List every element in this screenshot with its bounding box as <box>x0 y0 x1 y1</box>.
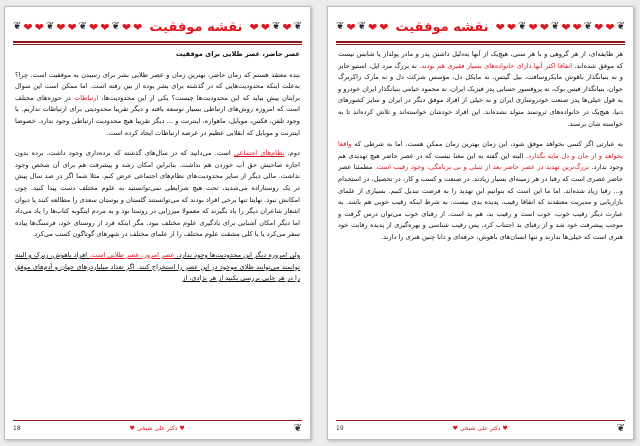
swirl-ornament-icon: ❦ <box>78 21 88 32</box>
heart-icon: ❤ <box>506 20 517 34</box>
header-ornament-right <box>250 22 302 33</box>
section-heading: عصر حاضر، عصر طلایی برای موفقیت <box>175 50 300 58</box>
swirl-ornament-icon: ❦ <box>111 21 120 32</box>
heart-icon: ❤ <box>56 20 66 34</box>
book-title: نقشه موفقیت <box>149 19 243 35</box>
heart-icon: ❤ <box>368 20 378 34</box>
footer-author: ♥ دکتر علی شیخی ♥ <box>452 425 508 432</box>
page-header <box>336 17 625 37</box>
text-run: مطمئنا عصر حاضر عصری است که رقبا در هر زمینه‌ای بسیار زیادند. در صنعت و کسب و کار، در تحصیل، در استخدام و... رقبا زیاد شده‌اند. اما ما این است که بتوانیم این تهدید را به فرصت تبدیل کنیم. بسیاری از علمای بازاریابی و مدیریت معتقدند که اتفاقا رقیب، پدیده بدی نیست. به شرط اینکه رقیب خوبی هم باشد. به عبارت دیگر رقیب خوب، خوب است و رقیب بد، هم بد است. از رقبای خوب می‌توان درس گرفت و موجب پیشرفت خود شد و از رقبای بد اجتناب کرد. پس رقیب شناسی و بهره‌گیری از پدیده رقابت خود هنری است که خیلی‌ها ندارند و تنها انسان‌های باهوش، حرفه‌ای و دانا چنین هنری را دارند. <box>338 163 623 241</box>
page-body <box>338 49 623 413</box>
text-run: به عبارتی اگر کسی بخواهد موفق شود، این زمان بهترین زمان ممکن هست. اما به شرطی که <box>351 140 623 149</box>
heart-icon: ❤ <box>605 20 615 34</box>
text-run: البته این گفته به این معنا نیست که در عصر حاضر هیچ تهدیدی هم وجود ندارد. <box>338 151 623 172</box>
highlight-text: بزرگ‌ترین تهدید در عصر حاضر بعد از تنبلی و بی برنامگی، وجود رقیب است. <box>375 163 590 172</box>
paragraph <box>15 70 300 140</box>
swirl-ornament-icon: ❦ <box>357 21 366 32</box>
swirl-ornament-icon: ❦ <box>13 21 22 32</box>
heart-icon: ❤ <box>282 20 292 34</box>
heart-icon: ❤ <box>561 20 571 34</box>
heart-icon: ❤ <box>260 20 270 34</box>
swirl-ornament-icon: ❦ <box>271 21 281 32</box>
header-ornament-left <box>336 22 388 33</box>
text-run: ولی امروزه دیگر این محدودیت‌ها وجود ندارد. <box>174 250 300 259</box>
swirl-ornament-icon: ❦ <box>550 21 560 32</box>
text-run: هر طایفه‌ای، از هر گروهی و با هر سنی، هیچ‌یک از آنها به‌دلیل داشتن پدر و مادر پولدار یا شانس نیست که موفق شده‌اند. <box>338 50 623 70</box>
heart-icon: ❤ <box>249 20 259 34</box>
header-rule <box>336 41 625 43</box>
heart-icon: ❤ <box>133 20 143 34</box>
text-run: بنده معتقد هستم که زمان حاضر، بهترین زمان و عصر طلایی بشر برای رسیدن به موفقیت است. چرا؟ به‌علت اینکه محدودیت‌هایی که در گذشته برای بشر بوده از بین رفته است. اما ممکن است این سوال برایتان پیش بیاید که این محدودیت‌ها چیست؟ یکی از این محدودیت‌ها، <box>15 70 300 102</box>
heart-icon: ❤ <box>67 20 77 34</box>
swirl-ornament-icon: ❦ <box>336 21 345 32</box>
heart-icon: ❤ <box>594 20 604 34</box>
heart-icon: ❤ <box>89 20 99 34</box>
swirl-ornament-icon: ❦ <box>293 21 302 32</box>
header-rule-thin <box>13 44 302 45</box>
page-number: 19 <box>336 425 344 432</box>
swirl-ornament-icon: ❦ <box>293 423 302 434</box>
paragraph <box>338 49 623 130</box>
swirl-ornament-icon: ❦ <box>583 21 593 32</box>
text-run: دوم، <box>284 149 300 158</box>
text-run: است. می‌دانید که در سال‌های گذشته که برده‌داری وجود داشت، برده بدون اجازه صاحبش حق آب خوردن هم نداشت. بنابراین امکان رشد و پیشرفت هم برای آن شخص وجود نداشت. مالی دیگر از سایر محدودیت‌های نظام‌های اجتماعی عرض کنم. مثلا شما اگر در صد سال پیش در یک روستازاده می‌شدید، تحت هیچ شرایطی نمی‌توانستید به علوم مختلف دست پیدا کنید. چون امکانش نبود. نهایتا تنها برخی افراد بودند که می‌توانستند گلستان و بوستان سعدی را مطالعه کنند یا دیوان اشعار شاعران دیگر را یاد بگیرند که معمولا میرزایی در روستا بود و به مردم اینگونه کتاب‌ها را یاد می‌داد اما دیگر امکان آشنایی برای یادگیری علوم مختلف نبود. مگر اینکه فرد از روستای خود، فرسنگ‌ها پیاده سفر می‌کرد یا با کلی مشقت علوم مختلف را از علمای مختلف در شهرهای گوناگون کسب می‌کرد. <box>15 149 300 239</box>
book-title: نقشه موفقیت <box>395 19 489 35</box>
heart-icon: ❤ <box>100 20 110 34</box>
highlight-text: اتفاقا اکثر آنها دارای خانواده‌های بسیار فقیری هم بودند. <box>419 61 573 70</box>
highlight-text: ارتباطات <box>73 93 99 102</box>
text-run: نه بزرگ مرد ایل، استیو جابز و نه بنیانگذار باهوش مایکروسافت، بیل گیتس، نه مایکل دل، مؤسس شرکت دل و نه مارک زاکربرگ جوان، بنیانگذار فیس بوک، نه پروفسور حسابی پدر فیزیک ایران، نه محمود خیامی بنیانگذار ایران خودرو و به قول خیلی‌ها پدر صنعت خودروسازی ایران و نه خیلی از افراد موفق دیگر در ایران و سایر کشورهای دنیا، هیچ‌یک در خانواده‌های ثروتمند متولد نشده‌اند. این افراد خودشان خواسته‌اند و تلاش کرده‌اند تا به خواسته شان برسند. <box>338 61 623 128</box>
paragraph <box>15 250 300 285</box>
footer-rule <box>13 420 302 421</box>
header-rule-thin <box>336 44 625 45</box>
swirl-ornament-icon: ❦ <box>45 21 55 32</box>
swirl-ornament-icon: ❦ <box>616 423 625 434</box>
header-ornament-right <box>496 22 625 33</box>
header-rule <box>13 41 302 43</box>
footer-rule <box>336 420 625 421</box>
heart-icon: ❤ <box>23 20 33 34</box>
page-18 <box>4 6 311 440</box>
page-header <box>13 17 302 37</box>
heart-icon: ❤ <box>34 20 44 34</box>
highlight-text: نظام‌های اجتماعی <box>233 149 285 158</box>
text-run: در حوزه‌های مختلف است که امروزه روش‌های ارتباطی بسیار توسعه یافته و دیگر تقریبا محدودیتی برای ارتباطات نداریم. با وجود تلفن، فکس، موبایل، ماهواره، اینترنت و ... دیگر تقریبا هیچ محدودیت ارتباطی وجود ندارد. خصوصا اینترنت و موبایل که انقلابی عظیم در عرصه ارتباطات ایجاد کرده است. <box>15 93 300 137</box>
text-run: افراد باهوش، زیرک و البته توانمند می‌توانند طلای موجود در این عصر را استخراج کنند. اگر تعداد میلیاردرهای جهان و آدم‌های موفق را در هر جایی بررسی بکنید از هر نژادی، از <box>15 250 300 283</box>
highlight-text: عصر امروز، عصر طلایی است. <box>89 250 175 259</box>
page-number: 18 <box>13 425 21 432</box>
page-footer <box>336 423 625 434</box>
heart-icon: ❤ <box>528 20 538 34</box>
heart-icon: ❤ <box>346 20 356 34</box>
heart-icon: ❤ <box>539 20 549 34</box>
paragraph <box>338 139 623 243</box>
page-19 <box>327 6 634 440</box>
header-ornament-left <box>13 22 142 33</box>
footer-author: ♥ دکتر علی شیخی ♥ <box>129 425 185 432</box>
swirl-ornament-icon: ❦ <box>616 21 625 32</box>
swirl-ornament-icon: ❦ <box>518 21 527 32</box>
heart-icon: ❤ <box>495 20 505 34</box>
heart-icon: ❤ <box>121 20 132 34</box>
page-footer <box>13 423 302 434</box>
highlight-text: واقعا بخواهد و از جان و دل مایه بگذارد. <box>338 140 623 160</box>
heart-icon: ❤ <box>572 20 582 34</box>
page-body <box>15 49 300 413</box>
paragraph <box>15 148 300 241</box>
heart-icon: ❤ <box>379 20 389 34</box>
